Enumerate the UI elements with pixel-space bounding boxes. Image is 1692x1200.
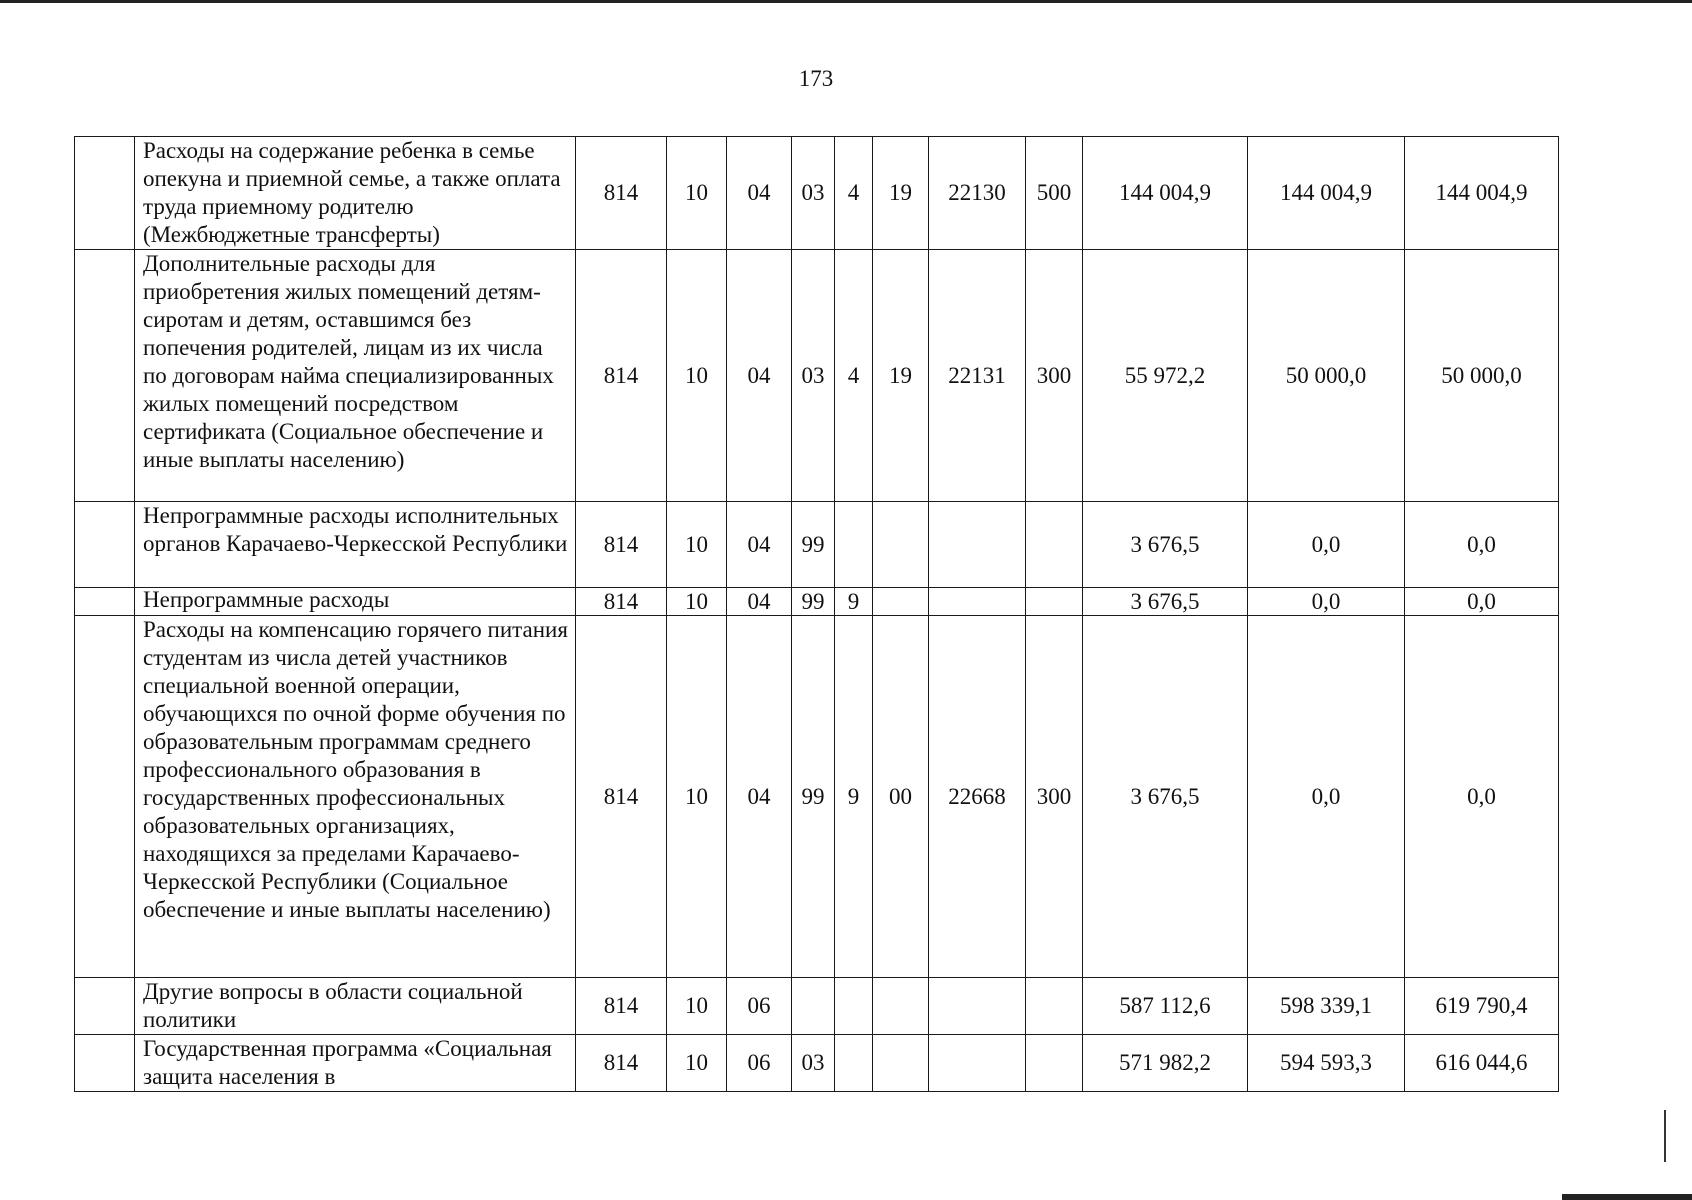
amount-year-2: 0,0: [1248, 588, 1405, 616]
row-description: Расходы на содержание ребенка в семье опекуна и приемной семье, а также оплата труда приемному родителю (Межбюджетные трансферты): [135, 137, 576, 250]
table-row: [75, 250, 1559, 502]
code-ministry: 814: [576, 137, 667, 250]
amount-year-1: 3 676,5: [1083, 616, 1248, 978]
code-ministry: 814: [576, 616, 667, 978]
row-description: Другие вопросы в области социальной политики: [135, 978, 576, 1035]
code-ministry: 814: [576, 250, 667, 502]
code-program: 03: [792, 250, 835, 502]
page-number: 173: [798, 66, 834, 91]
amount-year-2: 598 339,1: [1248, 978, 1405, 1035]
scan-edge-right: [1664, 1110, 1666, 1162]
row-description: Дополнительные расходы для приобретения жилых помещений детям-сиротам и детям, оставшимся без попечения родителей, лицам из их числа по договорам найма специализированных жилых помещений посредством сертификата (Социальное обеспечение и иные выплаты населению): [135, 250, 576, 502]
amount-year-3: 0,0: [1405, 588, 1559, 616]
code-event: 19: [873, 137, 929, 250]
code-ministry: 814: [576, 1035, 667, 1092]
table-row: [75, 616, 1559, 978]
code-subprogram: [835, 1035, 873, 1092]
code-subsection: 04: [727, 250, 792, 502]
code-subsection: 04: [727, 588, 792, 616]
code-section: 10: [667, 502, 727, 588]
amount-year-1: 3 676,5: [1083, 502, 1248, 588]
row-number-cell: [75, 250, 135, 502]
amount-year-2: 0,0: [1248, 616, 1405, 978]
code-subsection: 06: [727, 978, 792, 1035]
row-description: Государственная программа «Социальная защита населения в: [135, 1035, 576, 1092]
code-section: 10: [667, 1035, 727, 1092]
code-subsection: 04: [727, 616, 792, 978]
code-direction: 22130: [929, 137, 1026, 250]
code-program: 99: [792, 502, 835, 588]
code-subprogram: 9: [835, 588, 873, 616]
amount-year-2: 50 000,0: [1248, 250, 1405, 502]
code-subsection: 04: [727, 137, 792, 250]
table-row: [75, 1035, 1559, 1092]
code-expense-type: [1026, 588, 1083, 616]
code-expense-type: 500: [1026, 137, 1083, 250]
code-event: [873, 978, 929, 1035]
row-description: Непрограммные расходы: [135, 588, 576, 616]
code-event: [873, 1035, 929, 1092]
code-event: [873, 588, 929, 616]
code-direction: [929, 588, 1026, 616]
amount-year-1: 144 004,9: [1083, 137, 1248, 250]
code-subprogram: 9: [835, 616, 873, 978]
table-row: [75, 588, 1559, 616]
table-row: [75, 978, 1559, 1035]
code-section: 10: [667, 137, 727, 250]
code-subprogram: 4: [835, 250, 873, 502]
code-event: 00: [873, 616, 929, 978]
code-section: 10: [667, 978, 727, 1035]
amount-year-1: 571 982,2: [1083, 1035, 1248, 1092]
amount-year-3: 619 790,4: [1405, 978, 1559, 1035]
code-expense-type: [1026, 502, 1083, 588]
amount-year-2: 594 593,3: [1248, 1035, 1405, 1092]
code-program: 99: [792, 616, 835, 978]
amount-year-2: 144 004,9: [1248, 137, 1405, 250]
row-number-cell: [75, 588, 135, 616]
row-description: Расходы на компенсацию горячего питания студентам из числа детей участников специальной военной операции, обучающихся по очной форме обучения по образовательным программам среднего профессионального образования в государственных профессиональных образовательных организациях, находящихся за пределами Карачаево-Черкесской Республики (Социальное обеспечение и иные выплаты населению): [135, 616, 576, 978]
scan-edge-bottom: [1562, 1194, 1692, 1200]
code-section: 10: [667, 250, 727, 502]
code-program: 03: [792, 137, 835, 250]
amount-year-1: 3 676,5: [1083, 588, 1248, 616]
code-expense-type: [1026, 978, 1083, 1035]
table-row: [75, 502, 1559, 588]
row-number-cell: [75, 502, 135, 588]
table-row: [75, 137, 1559, 250]
code-direction: 22668: [929, 616, 1026, 978]
code-subprogram: [835, 978, 873, 1035]
scan-edge-top: [0, 0, 1692, 3]
code-section: 10: [667, 616, 727, 978]
code-subsection: 04: [727, 502, 792, 588]
row-number-cell: [75, 1035, 135, 1092]
code-ministry: 814: [576, 978, 667, 1035]
code-direction: [929, 1035, 1026, 1092]
amount-year-2: 0,0: [1248, 502, 1405, 588]
code-subprogram: [835, 502, 873, 588]
row-number-cell: [75, 978, 135, 1035]
code-subprogram: 4: [835, 137, 873, 250]
amount-year-3: 616 044,6: [1405, 1035, 1559, 1092]
budget-table: [74, 136, 1559, 1092]
code-direction: [929, 978, 1026, 1035]
code-program: [792, 978, 835, 1035]
code-expense-type: 300: [1026, 616, 1083, 978]
code-expense-type: 300: [1026, 250, 1083, 502]
code-event: 19: [873, 250, 929, 502]
row-number-cell: [75, 616, 135, 978]
amount-year-1: 55 972,2: [1083, 250, 1248, 502]
code-event: [873, 502, 929, 588]
row-number-cell: [75, 137, 135, 250]
amount-year-3: 50 000,0: [1405, 250, 1559, 502]
row-description: Непрограммные расходы исполнительных органов Карачаево-Черкесской Республики: [135, 502, 576, 588]
code-section: 10: [667, 588, 727, 616]
code-subsection: 06: [727, 1035, 792, 1092]
code-program: 03: [792, 1035, 835, 1092]
amount-year-3: 0,0: [1405, 616, 1559, 978]
code-direction: 22131: [929, 250, 1026, 502]
code-ministry: 814: [576, 588, 667, 616]
amount-year-3: 0,0: [1405, 502, 1559, 588]
code-ministry: 814: [576, 502, 667, 588]
amount-year-1: 587 112,6: [1083, 978, 1248, 1035]
code-direction: [929, 502, 1026, 588]
code-expense-type: [1026, 1035, 1083, 1092]
amount-year-3: 144 004,9: [1405, 137, 1559, 250]
code-program: 99: [792, 588, 835, 616]
